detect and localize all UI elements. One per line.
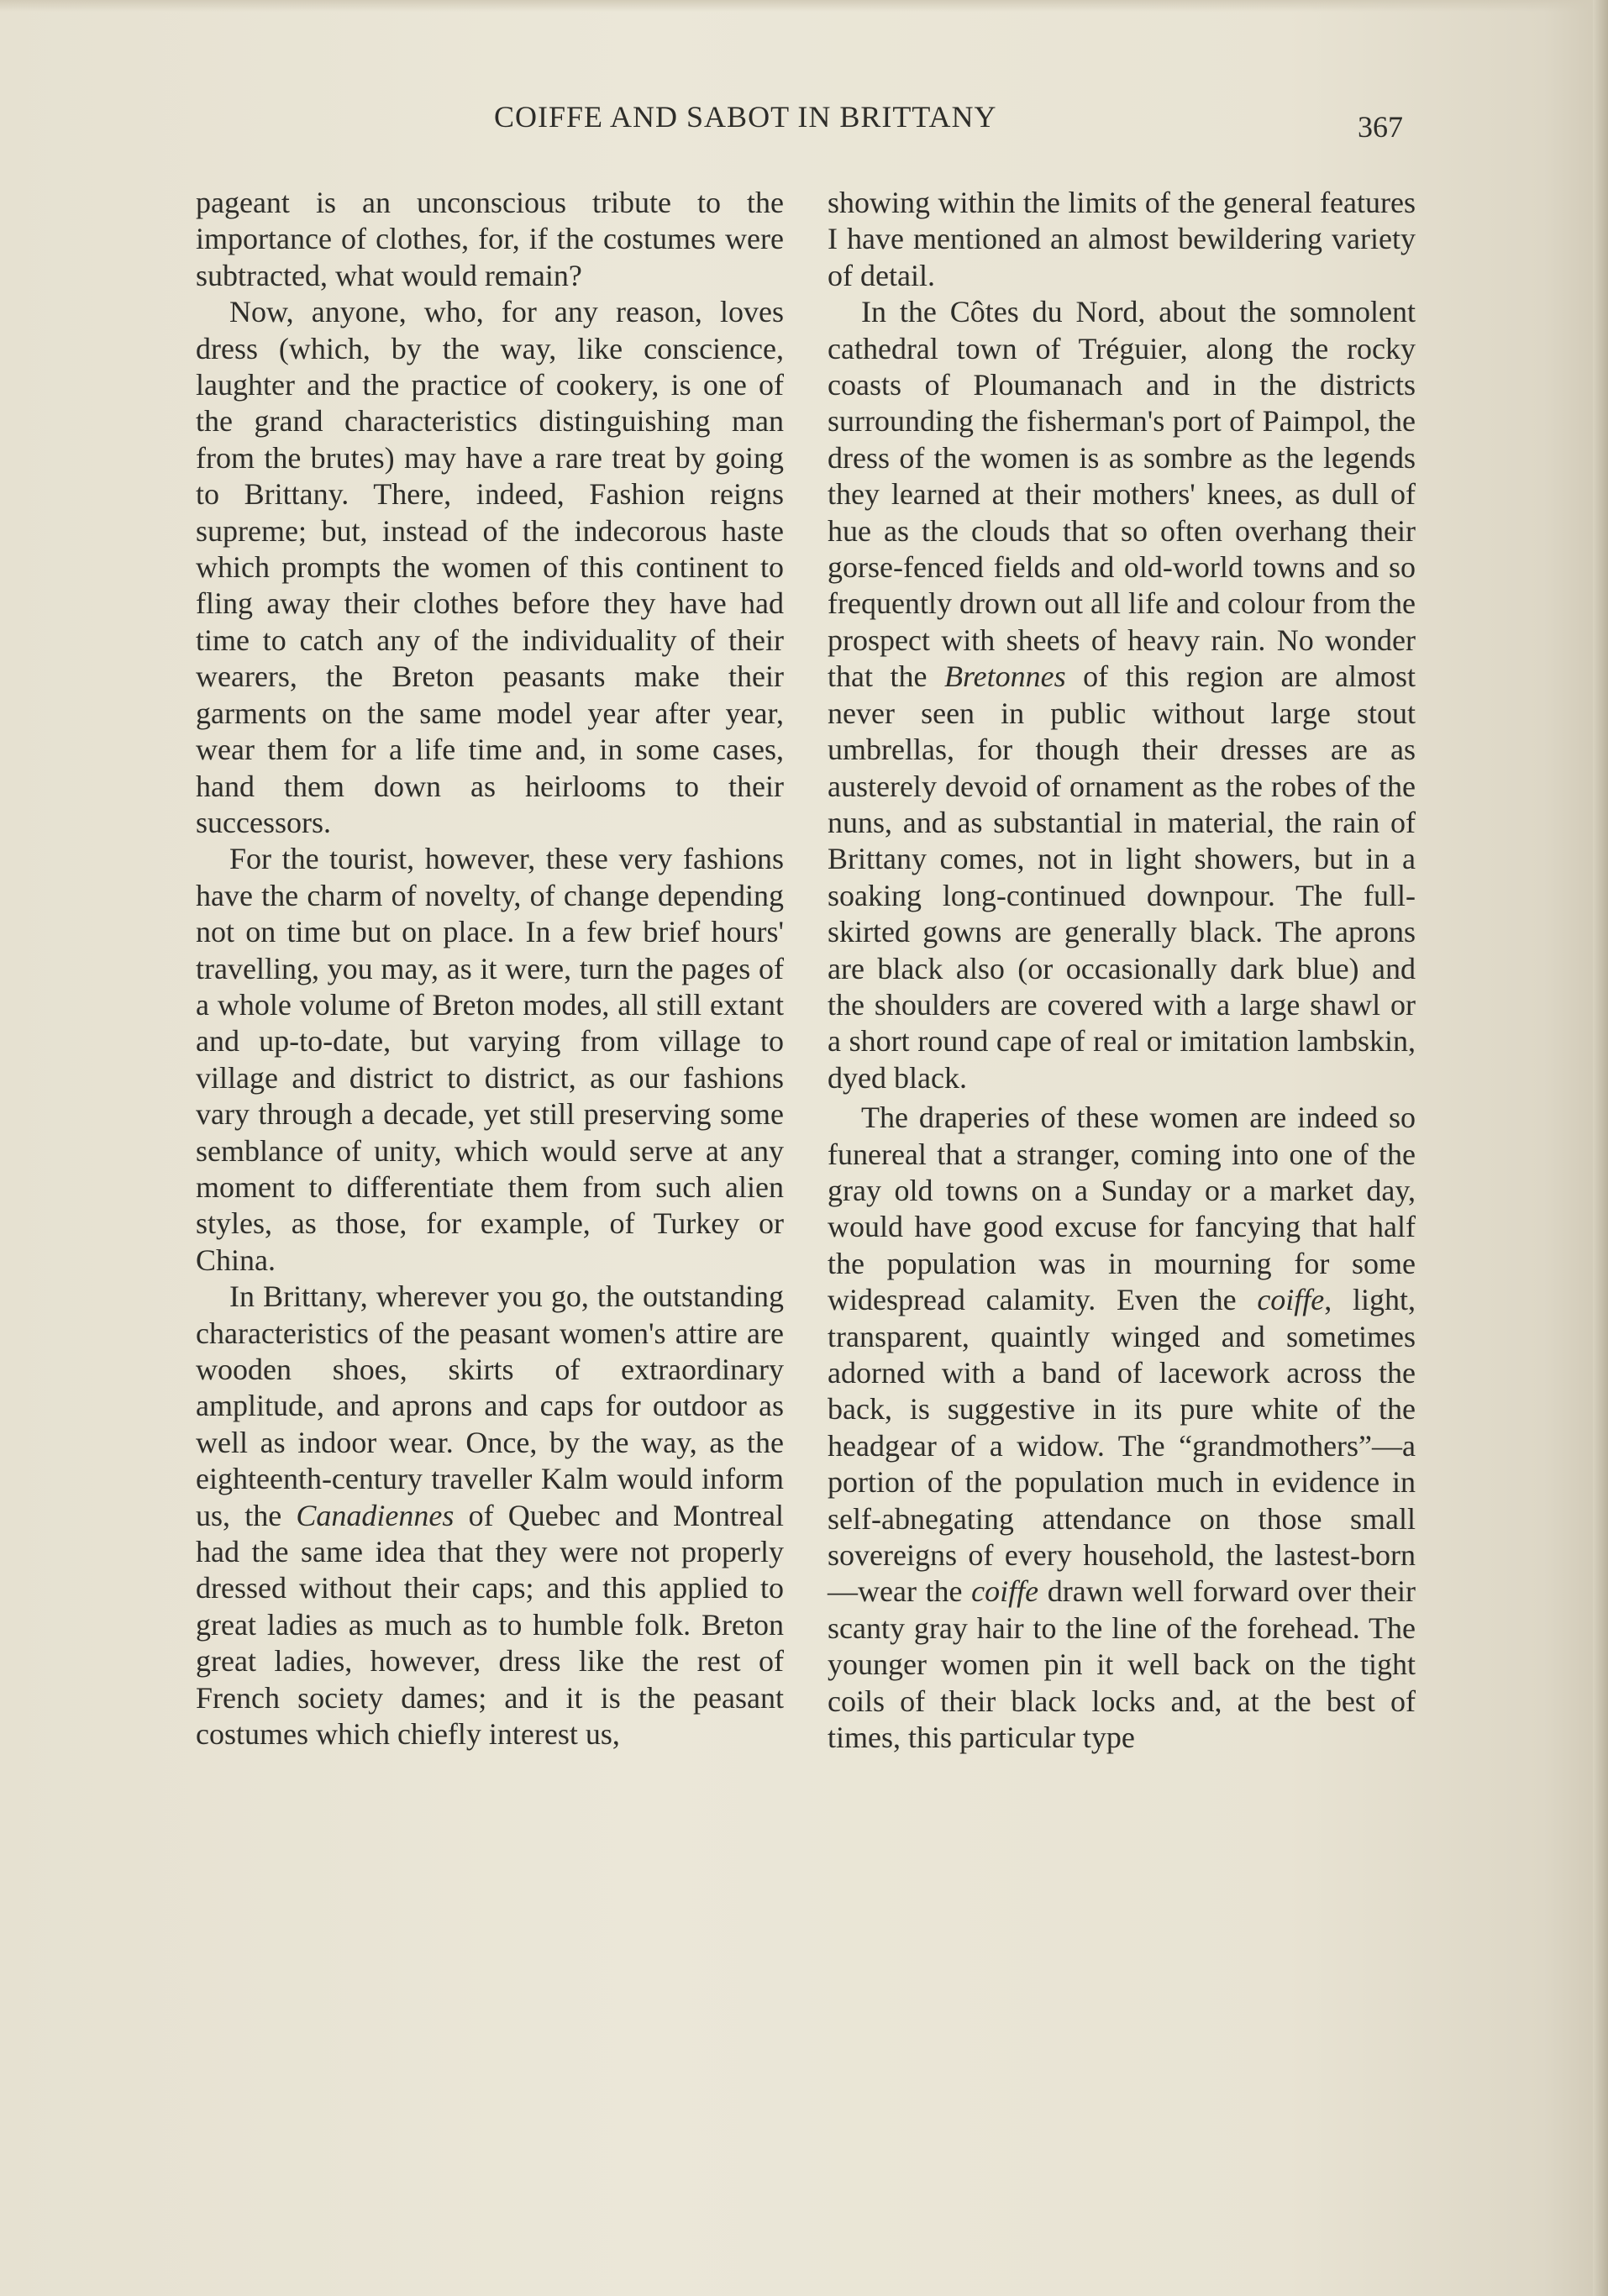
- right-paragraph-2-part-a: In the Côtes du Nord, about the somnolent cathedral town of Tréguier, along the rocky coasts of Ploumanach and in the districts surrounding the fisherman's port of Paimpol, the dress of the women is as sombre as the legends they learned at their mothers' knees, as dull of hue as the clouds that so often overhang their gorse-fenced fields and old-world towns and so frequently drown out all life and colour from the prospect with sheets of heavy rain. No wonder that the: [828, 295, 1416, 694]
- right-paragraph-1: showing within the limits of the general features I have mentioned an almost bewildering variety of detail.: [828, 186, 1416, 292]
- left-paragraph-4: [196, 1279, 784, 1752]
- left-paragraph-1: pageant is an unconscious tribute to the importance of clothes, for, if the costumes were subtracted, what would remain?: [196, 186, 784, 292]
- right-paragraph-2: [828, 294, 1416, 1096]
- left-paragraph-4-part-b: of Quebec and Montreal had the same idea that they were not properly dressed without their caps; and this applied to great ladies as much as to humble folk. Breton great ladies, however, dress like the rest of French society dames; and it is the peasant costumes which chiefly interest us,: [196, 1498, 785, 1752]
- page-number: 367: [1358, 110, 1403, 144]
- italic-bretonnes: Bretonnes: [943, 659, 1066, 694]
- right-text-column: [828, 185, 1416, 1756]
- right-paragraph-3-part-a: The draperies of these women are indeed so funereal that a stranger, coming into one of the gray old towns on a Sunday or a market day, would have good excuse for fancying that half the population was in mourning for some widespread calamity. Even the: [828, 1101, 1416, 1317]
- page-top-edge: [0, 0, 1608, 12]
- running-head-title: COIFFE AND SABOT IN BRITTANY: [494, 100, 997, 134]
- italic-coiffe-1: coiffe: [1257, 1283, 1325, 1317]
- italic-canadiennes: Canadiennes: [296, 1498, 455, 1532]
- page-right-edge: [1593, 0, 1608, 2296]
- right-paragraph-3-part-b: , light, transparent, quaintly winged and sometimes adorned with a band of lacework across the back, is suggestive in its pure white of the headgear of a widow. The “grandmothers”—a portion of the population much in evidence in self-abnegating attendance on those small sovereigns of every household, the lastest-born—wear the: [828, 1283, 1416, 1609]
- left-text-column: [196, 185, 784, 1752]
- left-paragraph-4-part-a: In Brittany, wherever you go, the outstanding characteristics of the peasant women's attire are wooden shoes, skirts of extraordinary amplitude, and aprons and caps for outdoor as well as indoor wear. Once, by the way, as the eighteenth-century traveller Kalm would inform us, the: [196, 1279, 784, 1532]
- right-paragraph-3-part-c: drawn well forward over their scanty gray hair to the line of the forehead. The younger women pin it well back on the tight coils of their black locks and, at the best of times, this particular type: [828, 1574, 1416, 1755]
- right-paragraph-3: [828, 1100, 1416, 1756]
- right-paragraph-2-part-b: of this region are almost never seen in public without large stout umbrellas, for though their dresses are as austerely devoid of ornament as the robes of the nuns, and as substantial in material, the rain of Brittany comes, not in light showers, but in a soaking long-continued downpour. The full-skirted gowns are generally black. The aprons are black also (or occasionally dark blue) and the shoulders are covered with a large shawl or a short round cape of real or imitation lambskin, dyed black.: [828, 659, 1416, 1095]
- left-paragraph-2: Now, anyone, who, for any reason, loves dress (which, by the way, like conscience, laughter and the practice of cookery, is one of the grand characteristics distinguishing man from the brutes) may have a rare treat by going to Brittany. There, indeed, Fashion reigns supreme; but, instead of the indecorous haste which prompts the women of this continent to fling away their clothes before they have had time to catch any of the individuality of their wearers, the Breton peasants make their garments on the same model year after year, wear them for a life time and, in some cases, hand them down as heirlooms to their successors.: [196, 295, 784, 839]
- left-paragraph-3: For the tourist, however, these very fashions have the charm of novelty, of change depending not on time but on place. In a few brief hours' travelling, you may, as it were, turn the pages of a whole volume of Breton modes, all still extant and up-to-date, but varying from village to village and district to district, as our fashions vary through a decade, yet still preserving some semblance of unity, which would serve at any moment to differentiate them from such alien styles, as those, for example, of Turkey or China.: [196, 842, 784, 1277]
- italic-coiffe-2: coiffe: [971, 1574, 1039, 1609]
